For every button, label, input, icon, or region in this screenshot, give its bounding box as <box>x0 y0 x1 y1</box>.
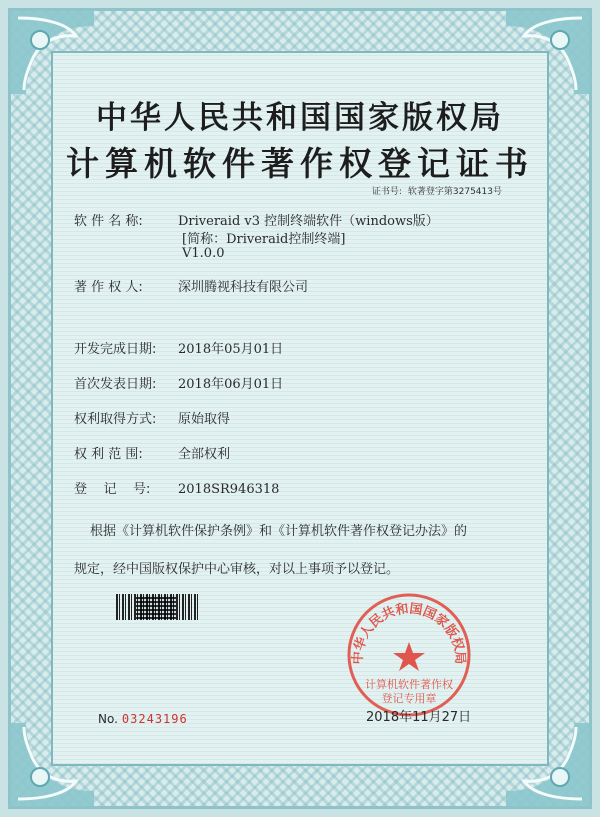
seal-ring-text: 中华人民共和国国家版权局 <box>350 601 468 665</box>
cert-no-label: 证书号: <box>371 187 402 197</box>
corner-ornament-icon <box>6 6 98 98</box>
corner-ornament-icon <box>502 6 594 98</box>
field-completion-date <box>74 338 283 357</box>
field-value: 全部权利 <box>178 447 231 462</box>
seal-line-2: 登记专用章 <box>381 692 437 705</box>
field-value: 2018年06月01日 <box>178 377 284 392</box>
field-acquire-method <box>74 408 230 427</box>
certificate-title: 计算机软件著作权登记证书 <box>66 144 534 183</box>
corner-ornament-icon <box>502 719 594 811</box>
qr-code-icon <box>136 595 176 619</box>
certificate-number <box>366 184 502 197</box>
field-label: 登 记 号: <box>74 482 151 497</box>
field-value: 深圳腾视科技有限公司 <box>178 280 309 295</box>
field-registration-number <box>74 478 279 497</box>
field-owner <box>74 276 308 295</box>
field-label: 权 利 范 围: <box>74 447 143 462</box>
field-software-name <box>74 210 439 229</box>
body-text-line-1: 根据《计算机软件保护条例》和《计算机软件著作权登记办法》的 <box>90 524 468 539</box>
serial-value: 03243196 <box>121 712 188 726</box>
field-short-name: [简称：Driveraid控制终端] <box>182 232 346 247</box>
authority-title: 中华人民共和国国家版权局 <box>96 100 504 136</box>
corner-ornament-icon <box>6 719 98 811</box>
issue-date: 2018年11月27日 <box>366 710 472 725</box>
field-label: 著 作 权 人: <box>74 280 143 295</box>
field-version: V1.0.0 <box>182 246 225 261</box>
official-seal-icon <box>344 590 474 720</box>
barcode-icon <box>116 594 198 620</box>
body-text-line-2: 规定，经中国版权保护中心审核，对以上事项予以登记。 <box>74 562 400 577</box>
field-label: 软 件 名 称: <box>74 214 143 229</box>
seal-line-1: 计算机软件著作权 <box>365 678 453 691</box>
field-label: 权利取得方式: <box>74 412 157 427</box>
field-value: Driveraid v3 控制终端软件（windows版） <box>178 214 439 229</box>
field-value: 2018年05月01日 <box>178 342 284 357</box>
field-value: 2018SR946318 <box>178 482 280 497</box>
field-label: 首次发表日期: <box>74 377 157 392</box>
serial-label: No. <box>98 712 118 726</box>
field-publish-date <box>74 373 283 392</box>
cert-no-value: 软著登字第3275413号 <box>407 187 502 197</box>
field-rights-scope <box>74 443 230 462</box>
field-label: 开发完成日期: <box>74 342 157 357</box>
field-value: 原始取得 <box>178 412 231 427</box>
serial-number <box>98 712 188 726</box>
